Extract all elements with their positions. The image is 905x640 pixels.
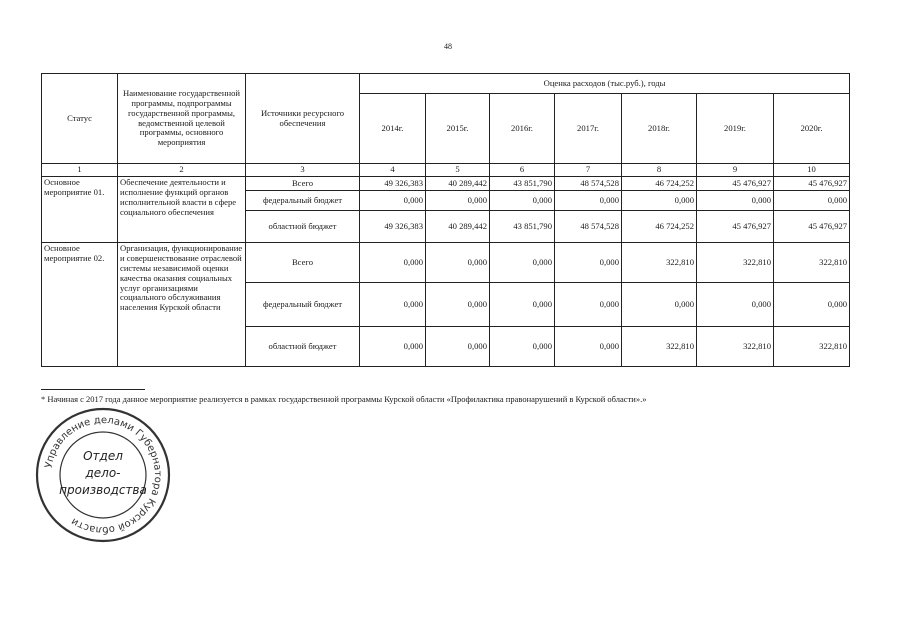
value-cell: 0,000	[360, 327, 426, 367]
value-cell: 45 476,927	[774, 211, 850, 243]
value-cell: 48 574,528	[555, 211, 622, 243]
column-number: 4	[360, 164, 426, 177]
row-status: Основное мероприятие 01.	[42, 177, 118, 243]
value-cell: 0,000	[774, 191, 850, 211]
header-year: 2016г.	[490, 94, 555, 164]
header-year: 2020г.	[774, 94, 850, 164]
value-cell: 0,000	[774, 283, 850, 327]
value-cell: 0,000	[622, 191, 697, 211]
column-number: 10	[774, 164, 850, 177]
value-cell: 0,000	[555, 283, 622, 327]
header-year: 2014г.	[360, 94, 426, 164]
value-cell: 46 724,252	[622, 211, 697, 243]
column-number: 7	[555, 164, 622, 177]
value-cell: 43 851,790	[490, 177, 555, 191]
value-cell: 0,000	[697, 283, 774, 327]
value-cell: 40 289,442	[426, 177, 490, 191]
column-number: 5	[426, 164, 490, 177]
value-cell: 49 326,383	[360, 177, 426, 191]
table-row	[42, 243, 850, 283]
value-cell: 0,000	[490, 243, 555, 283]
source-label: Всего	[246, 177, 360, 191]
header-sources: Источники ресурсного обеспечения	[246, 74, 360, 164]
value-cell: 45 476,927	[697, 177, 774, 191]
column-number: 9	[697, 164, 774, 177]
value-cell: 0,000	[555, 191, 622, 211]
value-cell: 45 476,927	[697, 211, 774, 243]
column-number: 2	[118, 164, 246, 177]
value-cell: 0,000	[426, 327, 490, 367]
value-cell: 45 476,927	[774, 177, 850, 191]
header-year: 2015г.	[426, 94, 490, 164]
value-cell: 322,810	[622, 243, 697, 283]
value-cell: 0,000	[490, 283, 555, 327]
source-label: федеральный бюджет	[246, 283, 360, 327]
table-row	[42, 177, 850, 191]
value-cell: 0,000	[622, 283, 697, 327]
value-cell: 43 851,790	[490, 211, 555, 243]
value-cell: 0,000	[426, 243, 490, 283]
row-name: Организация, функционирование и совершенствование отраслевой системы независимой оценки качества оказания социальных услуг организациями социального обслуживания населения Курской области	[118, 243, 246, 367]
footnote-rule	[41, 389, 145, 390]
stamp-line: дело-	[85, 466, 121, 480]
svg-text:Управление делами Губернатора: Управление делами Губернатора Курской области	[43, 414, 164, 536]
source-label: областной бюджет	[246, 211, 360, 243]
value-cell: 0,000	[426, 191, 490, 211]
value-cell: 0,000	[555, 243, 622, 283]
column-number: 6	[490, 164, 555, 177]
value-cell: 322,810	[774, 327, 850, 367]
value-cell: 46 724,252	[622, 177, 697, 191]
column-number: 8	[622, 164, 697, 177]
value-cell: 0,000	[490, 327, 555, 367]
stamp-line: Отдел	[83, 449, 123, 463]
row-name: Обеспечение деятельности и исполнение функций органов исполнительной власти в сфере социального обеспечения	[118, 177, 246, 243]
header-year: 2019г.	[697, 94, 774, 164]
expense-table	[41, 73, 850, 367]
value-cell: 0,000	[426, 283, 490, 327]
source-label: областной бюджет	[246, 327, 360, 367]
value-cell: 322,810	[622, 327, 697, 367]
value-cell: 48 574,528	[555, 177, 622, 191]
value-cell: 0,000	[360, 243, 426, 283]
column-number: 1	[42, 164, 118, 177]
column-number: 3	[246, 164, 360, 177]
header-year: 2018г.	[622, 94, 697, 164]
value-cell: 322,810	[697, 243, 774, 283]
value-cell: 49 326,383	[360, 211, 426, 243]
value-cell: 0,000	[697, 191, 774, 211]
source-label: Всего	[246, 243, 360, 283]
value-cell: 0,000	[490, 191, 555, 211]
header-year: 2017г.	[555, 94, 622, 164]
page-number: 48	[444, 42, 452, 51]
row-status: Основное мероприятие 02.	[42, 243, 118, 367]
value-cell: 40 289,442	[426, 211, 490, 243]
header-status: Статус	[42, 74, 118, 164]
stamp-line: производства	[59, 483, 147, 497]
source-label: федеральный бюджет	[246, 191, 360, 211]
value-cell: 0,000	[360, 283, 426, 327]
value-cell: 0,000	[555, 327, 622, 367]
value-cell: 322,810	[774, 243, 850, 283]
header-expense-estimate: Оценка расходов (тыс.руб.), годы	[360, 74, 850, 94]
value-cell: 0,000	[360, 191, 426, 211]
stamp-seal	[33, 405, 173, 545]
header-name: Наименование государственной программы, подпрограммы государственной программы, ведомственной целевой программы, основного мероприятия	[118, 74, 246, 164]
value-cell: 322,810	[697, 327, 774, 367]
footnote: * Начиная с 2017 года данное мероприятие реализуется в рамках государственной программы Курской области «Профилактика правонарушений в Курской области».»	[41, 394, 647, 404]
